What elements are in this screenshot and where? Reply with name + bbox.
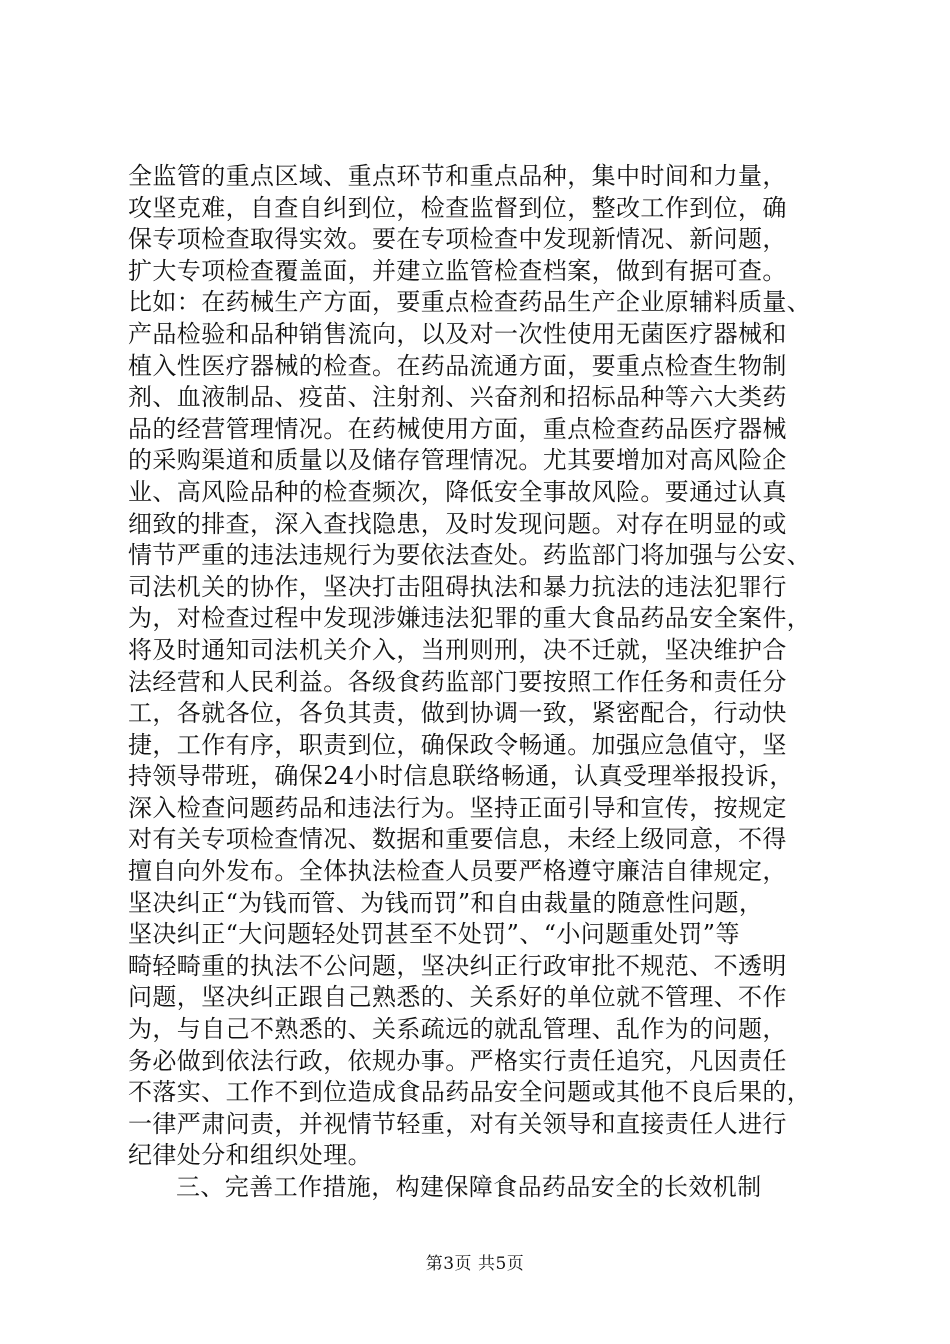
text-line: 将及时通知司法机关介入，当刑则刑，决不迁就，坚决维护合 bbox=[128, 635, 787, 664]
text-line: 业、高风险品种的检查频次，降低安全事故风险。要通过认真 bbox=[128, 477, 787, 506]
text-line: 擅自向外发布。全体执法检查人员要严格遵守廉洁自律规定， bbox=[128, 857, 787, 886]
text-line: 全监管的重点区域、重点环节和重点品种，集中时间和力量， bbox=[128, 162, 787, 190]
body-text bbox=[128, 161, 828, 1204]
text-line: 深入检查问题药品和违法行为。坚持正面引导和宣传，按规定 bbox=[128, 793, 787, 822]
page-footer: 第3页 共5页 bbox=[425, 1254, 525, 1274]
text-line: 剂、血液制品、疫苗、注射剂、兴奋剂和招标品种等六大类药 bbox=[128, 383, 787, 412]
text-line: 法经营和人民利益。各级食药监部门要按照工作任务和责任分 bbox=[128, 667, 787, 696]
text-line: 攻坚克难，自查自纠到位，检查监督到位，整改工作到位，确 bbox=[128, 193, 787, 222]
text-line: 持领导带班，确保24小时信息联络畅通，认真受理举报投诉， bbox=[128, 762, 794, 791]
text-line: 务必做到依法行政，依规办事。严格实行责任追究，凡因责任 bbox=[128, 1046, 787, 1075]
text-line: 情节严重的违法违规行为要依法查处。药监部门将加强与公安、 bbox=[128, 541, 812, 570]
section-heading: 三、完善工作措施，构建保障食品药品安全的长效机制 bbox=[176, 1173, 762, 1201]
text-line: 保专项检查取得实效。要在专项检查中发现新情况、新问题， bbox=[128, 225, 787, 254]
text-line: 为，与自己不熟悉的、关系疏远的就乱管理、乱作为的问题， bbox=[128, 1015, 787, 1044]
text-line: 的采购渠道和质量以及储存管理情况。尤其要增加对高风险企 bbox=[128, 446, 787, 475]
text-line: 坚决纠正“为钱而管、为钱而罚”和自由裁量的随意性问题， bbox=[128, 888, 764, 917]
text-line: 品的经营管理情况。在药械使用方面，重点检查药品医疗器械 bbox=[128, 414, 787, 443]
text-line: 比如：在药械生产方面，要重点检查药品生产企业原辅料质量、 bbox=[128, 288, 812, 317]
text-line: 产品检验和品种销售流向，以及对一次性使用无菌医疗器械和 bbox=[128, 319, 787, 348]
text-line: 工，各就各位，各负其责，做到协调一致，紧密配合，行动快 bbox=[128, 699, 787, 728]
text-line: 植入性医疗器械的检查。在药品流通方面，要重点检查生物制 bbox=[128, 351, 787, 380]
text-line: 细致的排查，深入查找隐患，及时发现问题。对存在明显的或 bbox=[128, 509, 787, 538]
text-line: 扩大专项检查覆盖面，并建立监管检查档案，做到有据可查。 bbox=[128, 256, 787, 285]
text-line: 纪律处分和组织处理。 bbox=[128, 1141, 372, 1170]
text-line: 司法机关的协作，坚决打击阻碍执法和暴力抗法的违法犯罪行 bbox=[128, 572, 787, 601]
text-line: 一律严肃问责，并视情节轻重，对有关领导和直接责任人进行 bbox=[128, 1109, 787, 1138]
text-line: 问题，坚决纠正跟自己熟悉的、关系好的单位就不管理、不作 bbox=[128, 983, 787, 1012]
text-line: 为，对检查过程中发现涉嫌违法犯罪的重大食品药品安全案件， bbox=[128, 604, 812, 633]
text-line: 捷，工作有序，职责到位，确保政令畅通。加强应急值守，坚 bbox=[128, 730, 787, 759]
text-line: 不落实、工作不到位造成食品药品安全问题或其他不良后果的， bbox=[128, 1078, 812, 1107]
text-line: 坚决纠正“大问题轻处罚甚至不处罚”、“小问题重处罚”等 bbox=[128, 920, 740, 949]
text-line: 畸轻畸重的执法不公问题，坚决纠正行政审批不规范、不透明 bbox=[128, 951, 787, 980]
text-line: 对有关专项检查情况、数据和重要信息，未经上级同意，不得 bbox=[128, 825, 787, 854]
